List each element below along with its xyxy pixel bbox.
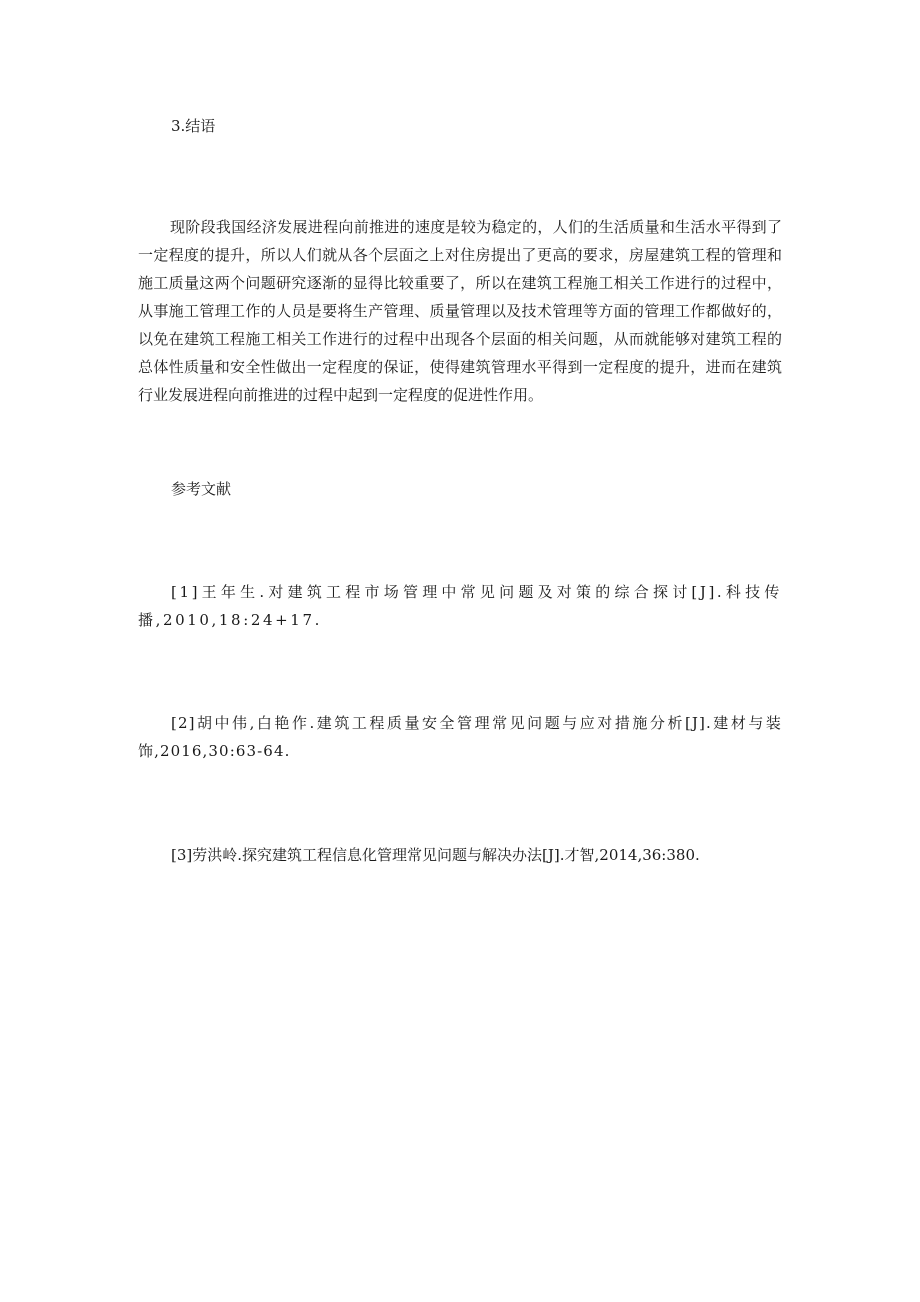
conclusion-paragraph: 现阶段我国经济发展进程向前推进的速度是较为稳定的，人们的生活质量和生活水平得到了一定程度的提升，所以人们就从各个层面之上对住房提出了更高的要求，房屋建筑工程的管理和施工质量这两个问题研究逐渐的显得比较重要了，所以在建筑工程施工相关工作进行的过程中，从事施工管理工作的人员是要将生产管理、质量管理以及技术管理等方面的管理工作都做好的，以免在建筑工程施工相关工作进行的过程中出现各个层面的相关问题，从而就能够对建筑工程的总体性质量和安全性做出一定程度的保证，使得建筑管理水平得到一定程度的提升，进而在建筑行业发展进程向前推进的过程中起到一定程度的促进性作用。	[138, 218, 782, 404]
references-heading: 参考文献	[171, 480, 232, 498]
reference-item-2: [2]胡中伟,白艳作.建筑工程质量安全管理常见问题与应对措施分析[J].建材与装饰,2016,30:63-64.	[138, 714, 782, 760]
reference-item-1: [1]王年生.对建筑工程市场管理中常见问题及对策的综合探讨[J].科技传播,2010,18:24+17.	[138, 583, 782, 629]
conclusion-heading: 3.结语	[171, 117, 216, 135]
reference-item-3: [3]劳洪岭.探究建筑工程信息化管理常见问题与解决办法[J].才智,2014,36:380.	[171, 846, 700, 864]
